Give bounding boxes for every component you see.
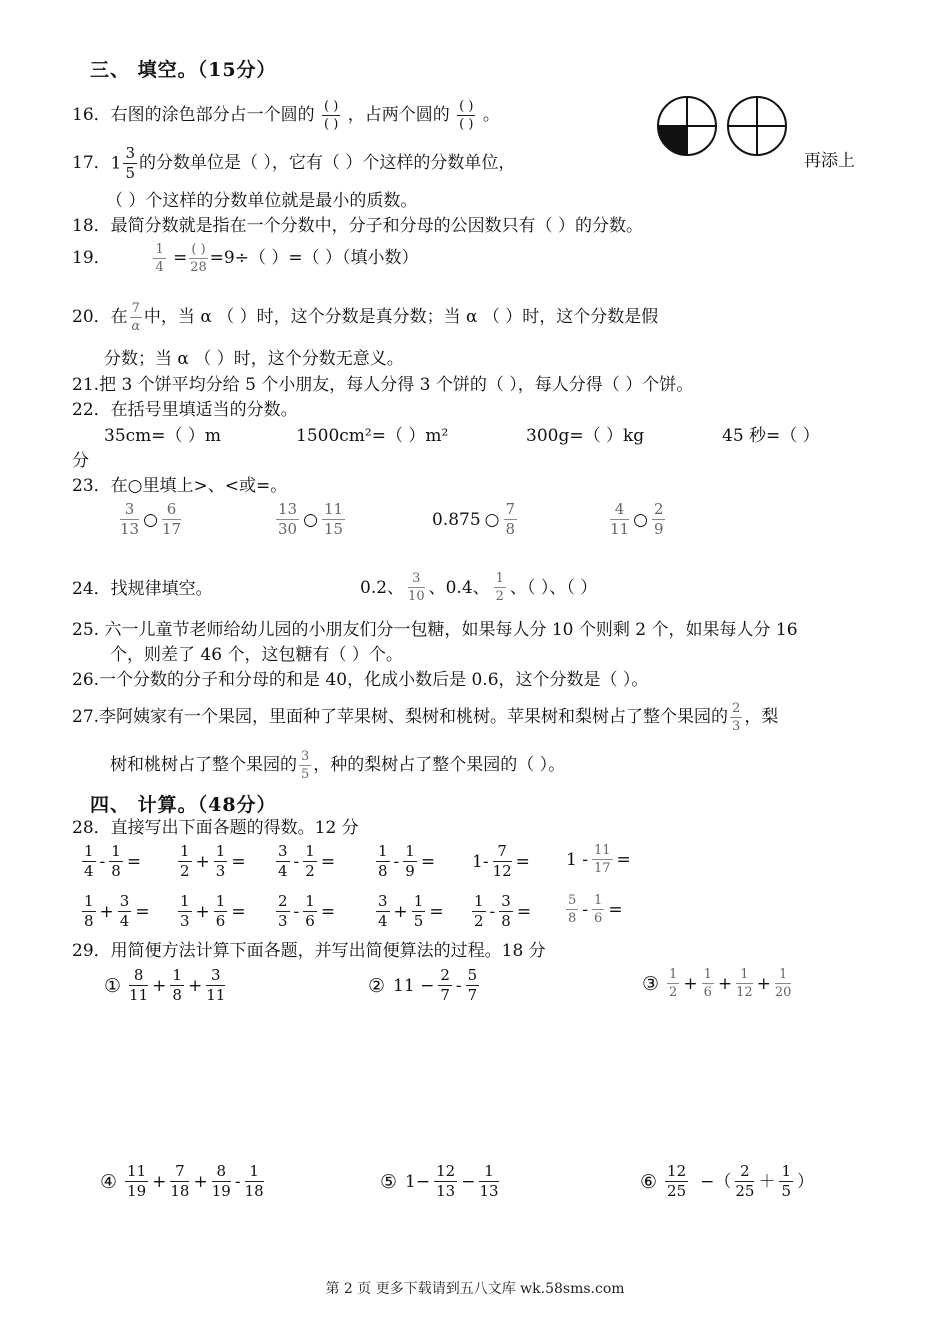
q29-problem-6: ⑥ $\frac{12}{25}$ −（ $\frac{2}{25}$ ＋ $\frac{1}{5}$ ） bbox=[640, 1162, 815, 1200]
q16-text-b: ，占两个圆的 bbox=[347, 105, 450, 125]
q23-compare-4: $\frac{4}{11}$ ○ $\frac{2}{9}$ bbox=[610, 500, 664, 538]
q23-compare-1: $\frac{3}{13}$ ○ $\frac{6}{17}$ bbox=[120, 500, 182, 538]
section-3-title: 三、 填空。（15分） bbox=[90, 59, 277, 81]
q29-problem-4: ④ $\frac{11}{19}$ + $\frac{7}{18}$ + $\frac{8}{19}$ - $\frac{1}{18}$ bbox=[100, 1162, 264, 1200]
question-27-line-2: 树和桃树占了整个果园的 $\frac{3}{5}$ ，种的梨树占了整个果园的（ ）。 bbox=[110, 749, 566, 782]
q16-text-c: 。 bbox=[482, 105, 500, 125]
q28-expression: $\frac{3}{4}$ + $\frac{1}{5}$ = bbox=[378, 892, 444, 930]
q27-fraction-1: $\frac{2}{3}$ bbox=[732, 701, 741, 734]
q19-fraction-2: ( ) 28 bbox=[190, 242, 207, 275]
q17-mixed-whole: 1 bbox=[110, 153, 122, 174]
q23-compare-3: 0.875 ○ $\frac{7}{8}$ bbox=[432, 500, 516, 538]
q28-expression: $\frac{1}{4}$ - $\frac{1}{8}$ = bbox=[84, 842, 142, 880]
page-footer: 第 2 页 更多下载请到五八文库 wk.58sms.com bbox=[325, 1281, 625, 1297]
q28-expression: $\frac{5}{8}$ - $\frac{1}{6}$ = bbox=[568, 893, 623, 926]
q24-sequence: 0.2、 $\frac{3}{10}$ 、0.4、 $\frac{1}{2}$ 、（ ）、（ ） bbox=[360, 571, 598, 604]
q22-item-4: 45 秒=（ ） bbox=[722, 426, 820, 446]
q22-item-2: 1500cm²=（ ）m² bbox=[296, 426, 449, 446]
q20-fraction: $\frac{7}{\alpha}$ bbox=[131, 301, 141, 334]
q16-text-a: 16．右图的涂色部分占一个圆的 bbox=[72, 105, 315, 125]
q28-expression: 1 - $\frac{11}{17}$ = bbox=[566, 843, 631, 876]
question-23: 23．在○里填上>、<或=。 bbox=[72, 476, 288, 496]
question-25-line-2: 个，则差了 46 个，这包糖有（ ）个。 bbox=[110, 645, 403, 665]
question-24: 24．找规律填空。 bbox=[72, 579, 213, 599]
question-25-line-1: 25. 六一儿童节老师给幼儿园的小朋友们分一包糖，如果每人分 10 个则剩 2 个，如果每人分 16 bbox=[72, 620, 798, 640]
q28-expression: $\frac{1}{8}$ + $\frac{3}{4}$ = bbox=[84, 892, 150, 930]
question-21: 21.把 3 个饼平均分给 5 个小朋友，每人分得 3 个饼的（ ），每人分得（ ）个饼。 bbox=[72, 375, 694, 395]
compare-circle: ○ bbox=[633, 509, 648, 530]
circle-two-empty bbox=[728, 97, 786, 155]
circle-one-shaded bbox=[658, 97, 716, 155]
q16-blank-fraction-1: ( ) ( ) bbox=[324, 99, 339, 132]
question-16 bbox=[72, 100, 500, 131]
q28-expression: $\frac{3}{4}$ - $\frac{1}{2}$ = bbox=[278, 842, 336, 880]
q19-fraction-1: $\frac{1}{4}$ bbox=[155, 242, 164, 275]
question-17: 17．1 $\frac{3}{5}$ 的分数单位是（ ），它有（ ）个这样的分数单位， bbox=[72, 144, 516, 182]
question-20: 20．在 $\frac{7}{\alpha}$ 中，当 α （ ）时，这个分数是真分数；当 α （ ）时，这个分数是假 bbox=[72, 301, 659, 334]
q22-item-3: 300g=（ ）kg bbox=[526, 426, 645, 446]
q16-blank-fraction-2: ( ) ( ) bbox=[459, 99, 474, 132]
question-28: 28．直接写出下面各题的得数。12 分 bbox=[72, 818, 359, 838]
q29-problem-3: ③ $\frac{1}{2}$ + $\frac{1}{6}$ + $\frac{1}{12}$ + $\frac{1}{20}$ bbox=[642, 967, 792, 1000]
q17-text: 的分数单位是（ ），它有（ ）个这样的分数单位， bbox=[139, 153, 516, 173]
section-4-title: 四、 计算。（48分） bbox=[90, 794, 277, 816]
compare-circle: ○ bbox=[484, 509, 500, 530]
question-26: 26.一个分数的分子和分母的和是 40，化成小数后是 0.6，这个分数是（ ）。 bbox=[72, 670, 649, 690]
question-18: 18．最简分数就是指在一个分数中，分子和分母的公因数只有（ ）的分数。 bbox=[72, 216, 644, 236]
q28-expression: $\frac{2}{3}$ - $\frac{1}{6}$ = bbox=[278, 892, 336, 930]
q29-problem-2: ② 11 − $\frac{2}{7}$ - $\frac{5}{7}$ bbox=[368, 966, 478, 1004]
q28-expression: $\frac{1}{2}$ + $\frac{1}{3}$ = bbox=[180, 842, 246, 880]
q28-expression: $\frac{1}{8}$ - $\frac{1}{9}$ = bbox=[378, 842, 436, 880]
q22-item-1: 35cm=（ ）m bbox=[104, 426, 222, 446]
q28-expression: $\frac{1}{2}$ - $\frac{3}{8}$ = bbox=[474, 892, 532, 930]
q23-compare-2: $\frac{13}{30}$ ○ $\frac{11}{15}$ bbox=[278, 500, 344, 538]
compare-circle: ○ bbox=[143, 509, 158, 530]
circles-figure bbox=[656, 95, 796, 161]
compare-circle: ○ bbox=[303, 509, 318, 530]
q17-line-2: （ ）个这样的分数单位就是最小的质数。 bbox=[106, 191, 418, 211]
q19-rest: =9÷（ ）=（ ）（填小数） bbox=[209, 248, 419, 268]
q27-fraction-2: $\frac{3}{5}$ bbox=[301, 749, 310, 782]
question-22: 22．在括号里填适当的分数。 bbox=[72, 400, 298, 420]
q28-expression: $\frac{1}{3}$ + $\frac{1}{6}$ = bbox=[180, 892, 246, 930]
q20-line-2: 分数；当 α （ ）时，这个分数无意义。 bbox=[104, 349, 404, 369]
q17-fraction: $\frac{3}{5}$ bbox=[125, 144, 136, 182]
q28-expression: 1- $\frac{7}{12}$ = bbox=[472, 842, 530, 880]
question-29: 29．用简便方法计算下面各题，并写出简便算法的过程。18 分 bbox=[72, 941, 546, 961]
q29-problem-1: ① $\frac{8}{11}$ + $\frac{1}{8}$ + $\frac{3}{11}$ bbox=[104, 966, 226, 1004]
question-19: 19． $\frac{1}{4}$ = ( ) 28 =9÷（ ）=（ ）（填小数） bbox=[72, 242, 419, 275]
q29-problem-5: ⑤ 1− $\frac{12}{13}$ − $\frac{1}{13}$ bbox=[380, 1162, 499, 1200]
q17-tail: 再添上 bbox=[804, 151, 855, 171]
q20-text: 中，当 α （ ）时，这个分数是真分数；当 α （ ）时，这个分数是假 bbox=[143, 307, 659, 327]
q22-tail: 分 bbox=[72, 451, 89, 471]
question-27-line-1: 27.李阿姨家有一个果园，里面种了苹果树、梨树和桃树。苹果树和梨树占了整个果园的 $\frac{2}{3}$ ，梨 bbox=[72, 701, 779, 734]
